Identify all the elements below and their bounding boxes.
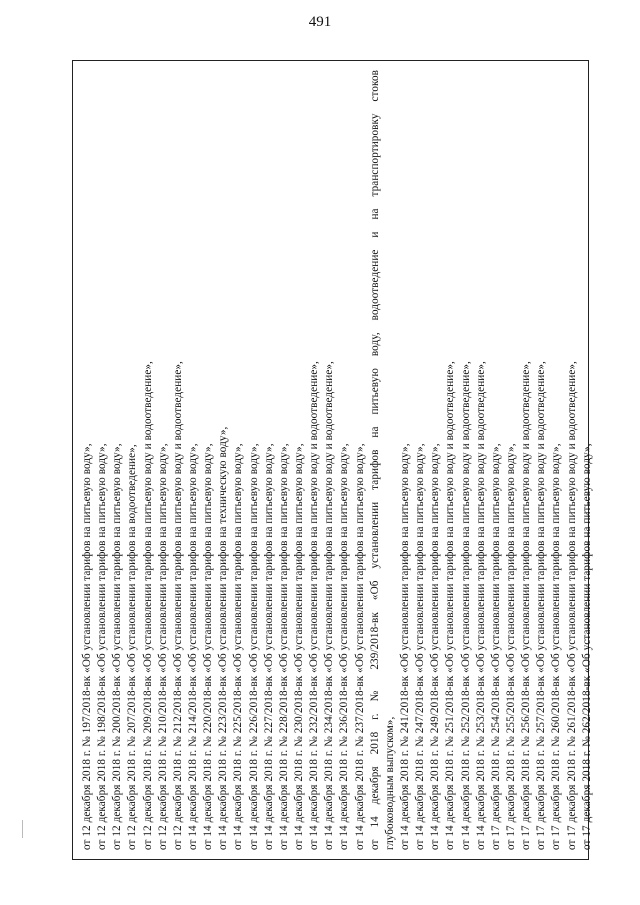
list-item: от 14 декабря 2018 г. № 247/2018-вк «Об установлении тарифов на питьевую воду»,	[414, 443, 427, 850]
list-item: от 14 декабря 2018 г. № 251/2018-вк «Об установлении тарифов на питьевую воду и водоотведение»,	[444, 361, 457, 850]
page-number: 491	[308, 14, 332, 30]
list-item: от 14 декабря 2018 г. № 214/2018-вк «Об установлении тарифов на питьевую воду»,	[186, 443, 199, 850]
list-item: от 17 декабря 2018 г. № 260/2018-вк «Об установлении тарифов на питьевую воду»,	[550, 443, 563, 850]
list-item: от 17 декабря 2018 г. № 256/2018-вк «Об установлении тарифов на питьевую воду и водоотведение»,	[520, 361, 533, 850]
list-item: от 17 декабря 2018 г. № 255/2018-вк «Об установлении тарифов на питьевую воду»,	[504, 443, 517, 850]
list-item: от 12 декабря 2018 г. № 210/2018-вк «Об установлении тарифов на питьевую воду»,	[156, 443, 169, 850]
scan-margin-mark	[22, 820, 23, 838]
list-item: от 12 декабря 2018 г. № 200/2018-вк «Об установлении тарифов на питьевую воду»,	[111, 443, 124, 850]
list-item: от 14 декабря 2018 г. № 237/2018-вк «Об установлении тарифов на питьевую воду»,	[353, 443, 366, 850]
list-item: от 14 декабря 2018 г. № 234/2018-вк «Об установлении тарифов на питьевую воду и водоотведение»,	[323, 361, 336, 850]
list-item: от 17 декабря 2018 г. № 262/2018-вк «Об установлении тарифов на питьевую воду»,	[580, 443, 593, 850]
resolution-list	[80, 70, 595, 850]
list-item: от 14 декабря 2018 г. № 232/2018-вк «Об установлении тарифов на питьевую воду и водоотведение»,	[308, 361, 321, 850]
list-item: от 14 декабря 2018 г. № 241/2018-вк «Об установлении тарифов на питьевую воду»,	[398, 443, 411, 850]
list-item: от 14 декабря 2018 г. № 223/2018-вк «Об установлении тарифов на техническую воду»,	[217, 426, 230, 850]
list-item: от 14 декабря 2018 г. № 236/2018-вк «Об установлении тарифов на питьевую воду»,	[338, 443, 351, 850]
list-item: от 14 декабря 2018 г. № 227/2018-вк «Об установлении тарифов на питьевую воду»,	[262, 443, 275, 850]
list-item: от 12 декабря 2018 г. № 207/2018-вк «Об установлении тарифов на водоотведение»,	[126, 444, 139, 850]
list-item: от 14 декабря 2018 г. № 220/2018-вк «Об установлении тарифов на питьевую воду»,	[202, 443, 215, 850]
list-item: от 14 декабря 2018 г. № 230/2018-вк «Об установлении тарифов на питьевую воду»,	[292, 443, 305, 850]
list-item: от 14 декабря 2018 г. № 249/2018-вк «Об установлении тарифов на питьевую воду»,	[429, 443, 442, 850]
list-item: от 12 декабря 2018 г. № 197/2018-вк «Об установлении тарифов на питьевую воду»,	[81, 443, 93, 850]
list-item: от 14 декабря 2018 г. № 226/2018-вк «Об установлении тарифов на питьевую воду»,	[247, 443, 260, 850]
list-item: от 14 декабря 2018 г. № 239/2018-вк «Об установлении тарифов на питьевую воду, водоотведение и на транспортировку стоков	[368, 70, 381, 850]
list-item: от 14 декабря 2018 г. № 252/2018-вк «Об установлении тарифов на питьевую воду и водоотведение»,	[459, 361, 472, 850]
list-item: от 12 декабря 2018 г. № 209/2018-вк «Об установлении тарифов на питьевую воду и водоотведение»,	[141, 361, 154, 850]
list-item: от 17 декабря 2018 г. № 254/2018-вк «Об установлении тарифов на питьевую воду»,	[489, 443, 502, 850]
list-item-continuation: глубоководным выпуском»,	[383, 716, 396, 850]
list-item: от 12 декабря 2018 г. № 198/2018-вк «Об установлении тарифов на питьевую воду»,	[96, 443, 109, 850]
list-item: от 17 декабря 2018 г. № 261/2018-вк «Об установлении тарифов на питьевую воду и водоотведение»,	[565, 361, 578, 850]
list-item: от 14 декабря 2018 г. № 228/2018-вк «Об установлении тарифов на питьевую воду»,	[277, 443, 290, 850]
list-item: от 12 декабря 2018 г. № 212/2018-вк «Об установлении тарифов на питьевую воду и водоотведение»,	[171, 361, 184, 850]
list-item: от 14 декабря 2018 г. № 253/2018-вк «Об установлении тарифов на питьевую воду и водоотведение»,	[474, 361, 487, 850]
list-item: от 14 декабря 2018 г. № 225/2018-вк «Об установлении тарифов на питьевую воду»,	[232, 443, 245, 850]
list-item: от 17 декабря 2018 г. № 257/2018-вк «Об установлении тарифов на питьевую воду и водоотведение»,	[535, 361, 548, 850]
rotated-text-block	[80, 60, 593, 860]
